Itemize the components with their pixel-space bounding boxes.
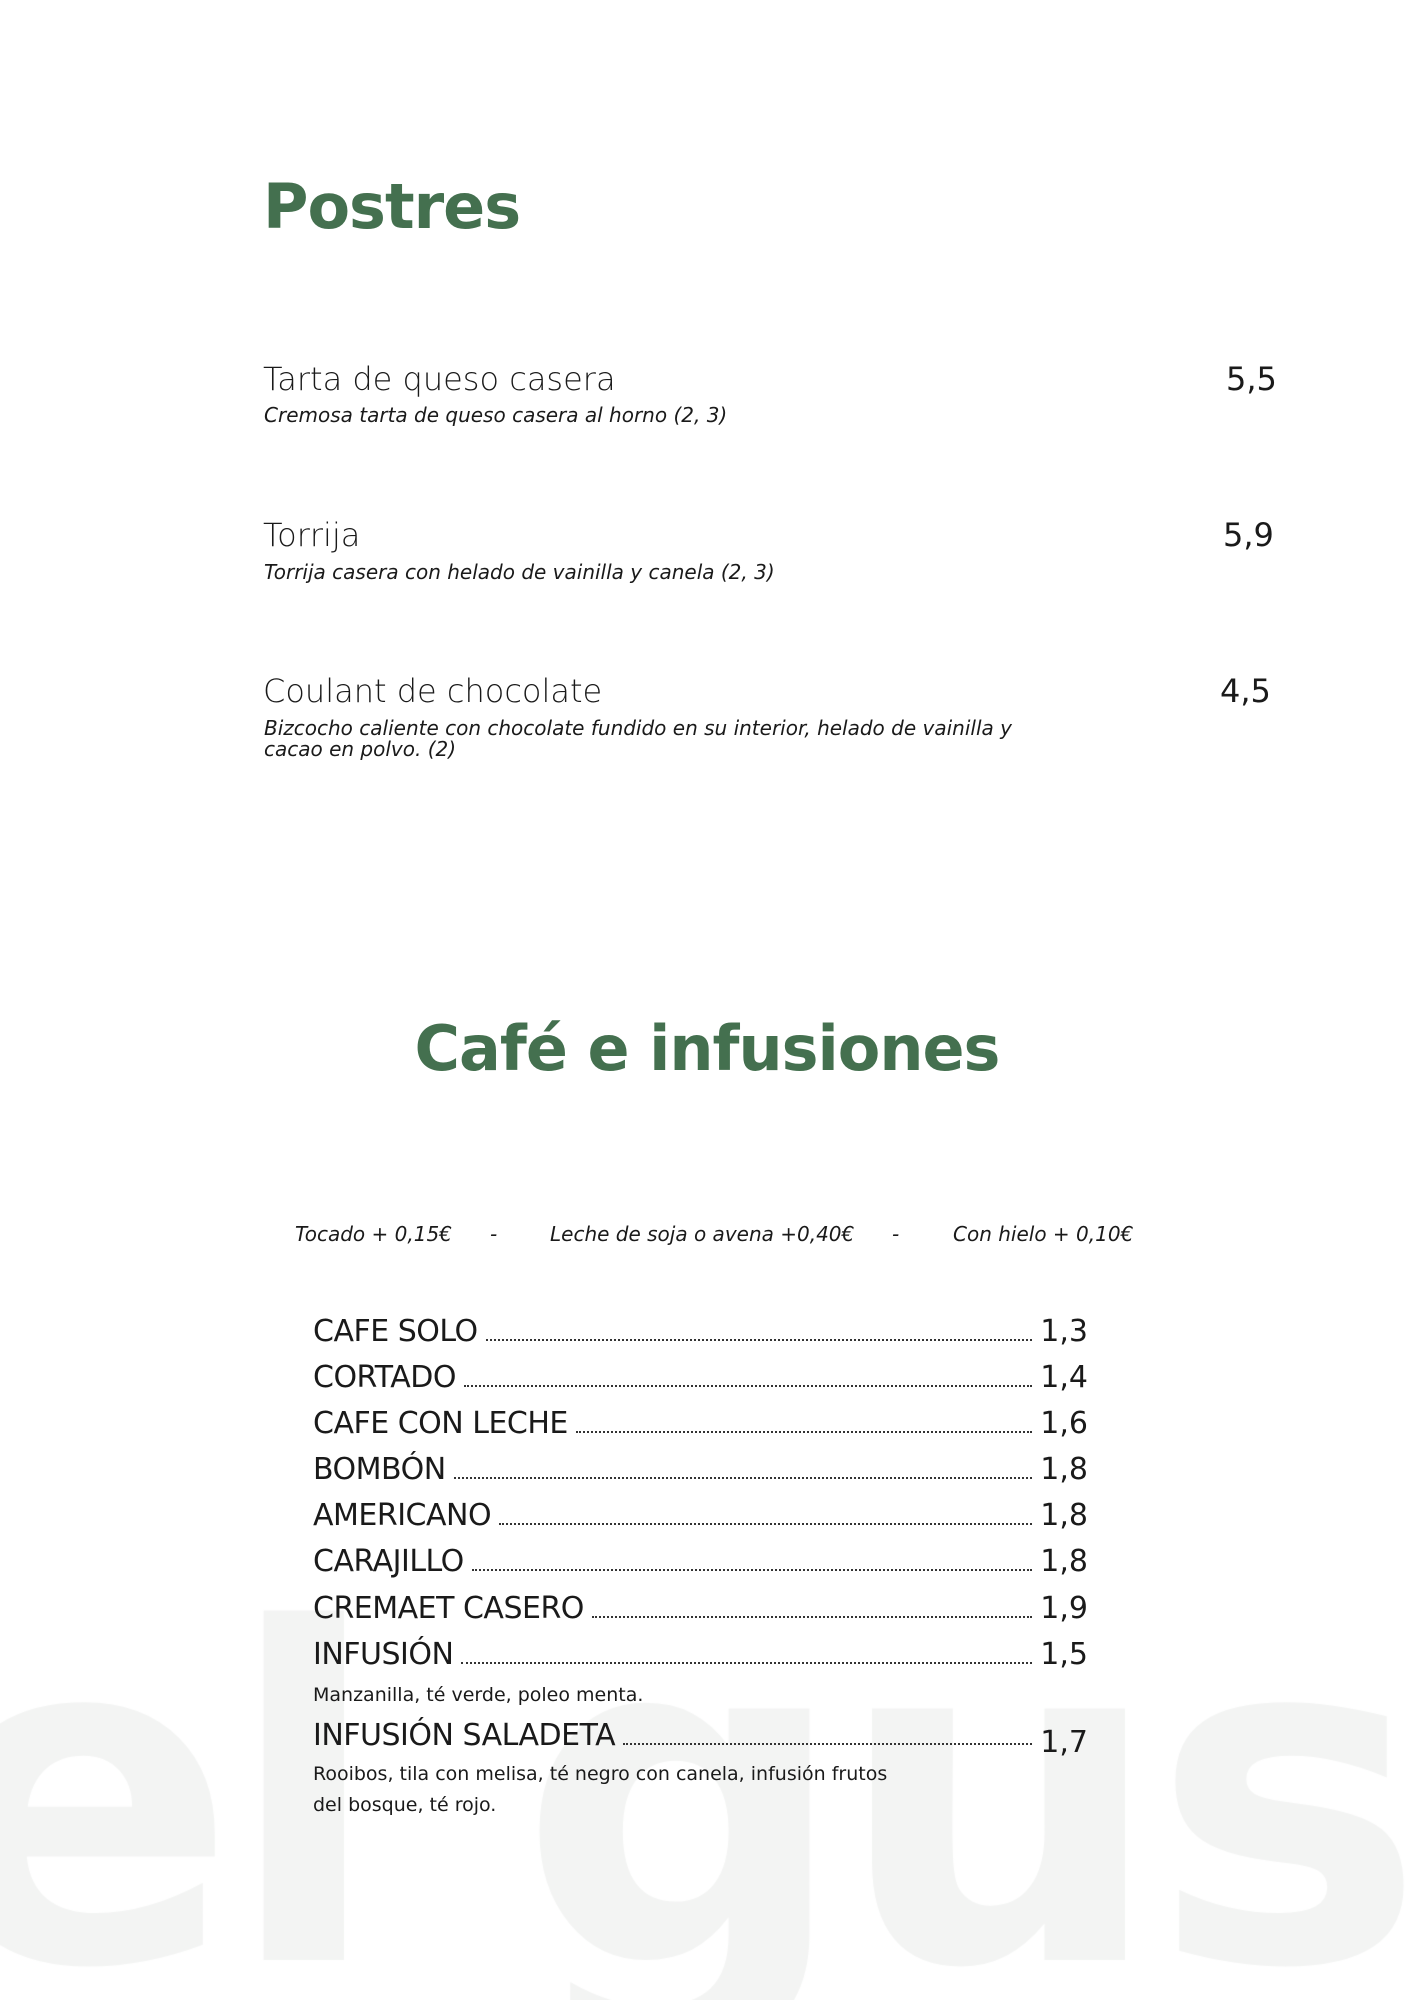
leader-dots	[472, 1568, 1032, 1571]
row-price: 1,8	[1040, 1498, 1088, 1533]
extra-leche: Leche de soja o avena +0,40€	[550, 1222, 855, 1246]
row-name: INFUSIÓN SALADETA	[313, 1718, 616, 1753]
leader-dots	[623, 1742, 1032, 1745]
leader-dots	[461, 1661, 1032, 1664]
item-name: Tarta de queso casera	[263, 360, 616, 398]
separator: -	[892, 1222, 900, 1246]
menu-row	[313, 1591, 1088, 1626]
menu-row	[313, 1406, 1088, 1441]
row-name: CREMAET CASERO	[313, 1591, 584, 1626]
menu-row	[313, 1637, 1088, 1672]
row-price: 1,4	[1040, 1360, 1088, 1395]
menu-row	[313, 1498, 1088, 1533]
row-price: 1,7	[1040, 1725, 1088, 1760]
leader-dots	[499, 1522, 1032, 1525]
item-name: Coulant de chocolate	[263, 672, 603, 710]
row-price: 1,8	[1040, 1452, 1088, 1487]
row-name: CAFE CON LECHE	[313, 1406, 568, 1441]
item-price: 5,9	[1223, 516, 1274, 554]
row-price: 1,5	[1040, 1637, 1088, 1672]
extra-tocado: Tocado + 0,15€	[295, 1222, 452, 1246]
row-name: BOMBÓN	[313, 1452, 446, 1487]
leader-dots	[464, 1384, 1032, 1387]
leader-dots	[576, 1430, 1032, 1433]
row-name: INFUSIÓN	[313, 1637, 454, 1672]
row-note: Rooibos, tila con melisa, té negro con canela, infusión frutos del bosque, té rojo.	[313, 1763, 888, 1816]
row-note: Manzanilla, té verde, poleo menta.	[313, 1684, 644, 1706]
row-price: 1,3	[1040, 1314, 1088, 1349]
row-price: 1,8	[1040, 1544, 1088, 1579]
extra-hielo: Con hielo + 0,10€	[953, 1222, 1134, 1246]
row-name: AMERICANO	[313, 1498, 492, 1533]
menu-row	[313, 1452, 1088, 1487]
leader-dots	[592, 1615, 1032, 1618]
menu-row	[313, 1314, 1088, 1349]
item-description: Cremosa tarta de queso casera al horno (2, 3)	[264, 403, 728, 427]
item-description: Torrija casera con helado de vainilla y canela (2, 3)	[264, 560, 775, 584]
row-name: CAFE SOLO	[313, 1314, 478, 1349]
postres-title: Postres	[263, 170, 521, 243]
separator: -	[490, 1222, 498, 1246]
menu-row	[313, 1718, 1088, 1760]
menu-row	[313, 1544, 1088, 1579]
item-name: Torrija	[263, 516, 361, 554]
item-price: 4,5	[1220, 672, 1271, 710]
item-description: Bizcocho caliente con chocolate fundido en su interior, helado de vainilla y cacao en polvo. (2)	[264, 716, 1012, 761]
leader-dots	[486, 1338, 1033, 1341]
row-price: 1,6	[1040, 1406, 1088, 1441]
item-price: 5,5	[1226, 360, 1277, 398]
row-name: CORTADO	[313, 1360, 456, 1395]
leader-dots	[454, 1476, 1033, 1479]
cafe-title: Café e infusiones	[414, 1012, 1000, 1085]
row-price: 1,9	[1040, 1591, 1088, 1626]
menu-row	[313, 1360, 1088, 1395]
row-name: CARAJILLO	[313, 1544, 464, 1579]
